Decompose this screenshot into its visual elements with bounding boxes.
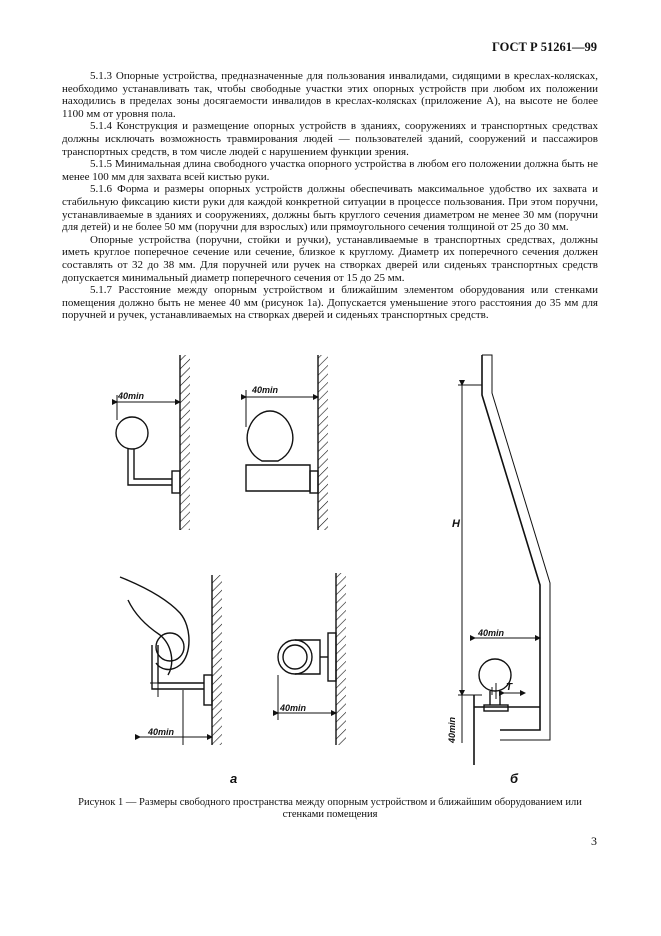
paragraph: 5.1.3 Опорные устройства, предназначенные для пользования инвалидами, сидящими в креслах-колясках, необходимо устанавливать так, чтобы свободные участки этих опорных устройств при любом их положении находились в пределах зоны досягаемости инвалидов в креслах-колясках (приложение А), на высоте не более 1100 мм от уровня пола. [62,70,598,120]
figure-caption: Рисунок 1 — Размеры свободного пространства между опорным устройством и ближайшим оборудованием или стенками помещения [78,797,582,820]
subfigure-label-b: б [510,771,519,786]
document-header: ГОСТ Р 51261—99 [491,40,597,54]
drawing-round-handrail [116,355,190,530]
figure-1 [0,345,661,795]
drawing-profiled-handrail [246,355,328,530]
paragraph: 5.1.6 Форма и размеры опорных устройств должны обеспечивать максимальное удобство их захвата и стабильную фиксацию кисти руки для каждой конкретной ситуации в процессе пользования. При этом поручни, устанавливаемые в зданиях и сооружениях, должны быть круглого сечения диаметром не менее 30 мм (поручни для детей) и не более 50 мм (поручни для взрослых) или прямоугольного сечения толщиной от 25 до 30 мм. [62,183,598,234]
paragraph: Опорные устройства (поручни, стойки и ручки), устанавливаемые в транспортных средствах, должны иметь круглое поперечное сечение или сечение, близкое к круглому. Диаметр их поперечного сечения должен составлять от 32 до 38 мм. Для поручней или ручек на створках дверей или сиденьях транспортных средств допускается минимальный диаметр поперечного сечения от 15 до 25 мм. [62,233,598,284]
dim-label: 40min [478,628,505,638]
paragraph: 5.1.7 Расстояние между опорным устройством и ближайшим элементом оборудования или стенками помещения должно быть не менее 40 мм (рисунок 1а). Допускается уменьшение этого расстояния до 35 мм для поручней и ручек, устанавливаемых на створках дверей и сиденьях транспортных средств. [62,284,598,322]
height-label: H [452,518,460,530]
drawing-tube-handrail [278,573,346,745]
dim-label: 40min [148,727,175,737]
page-number: 3 [591,834,597,848]
drawing-vehicle-section [458,355,550,765]
drawing-hand-grip [120,575,222,745]
paragraph: 5.1.5 Минимальная длина свободного участка опорного устройства в любом его положении должна быть не менее 100 мм для захвата всей кистью руки. [62,158,598,183]
dim-label: 40min [252,385,279,395]
dim-label: 40min [280,703,307,713]
paragraph: 5.1.4 Конструкция и размещение опорных устройств в зданиях, сооружениях и транспортных средствах должны исключать возможность травмирования людей — пользователей зданий, сооружений и пассажиров транспортных средств, в том числе людей с нарушением функции зрения. [62,120,598,158]
figure-drawing [0,345,661,795]
subfigure-label-a: а [230,771,238,786]
body-text [62,70,598,322]
dim-label-vertical: 40min [447,716,457,743]
dim-label: 40min [118,391,145,401]
t-label: T [506,682,513,693]
